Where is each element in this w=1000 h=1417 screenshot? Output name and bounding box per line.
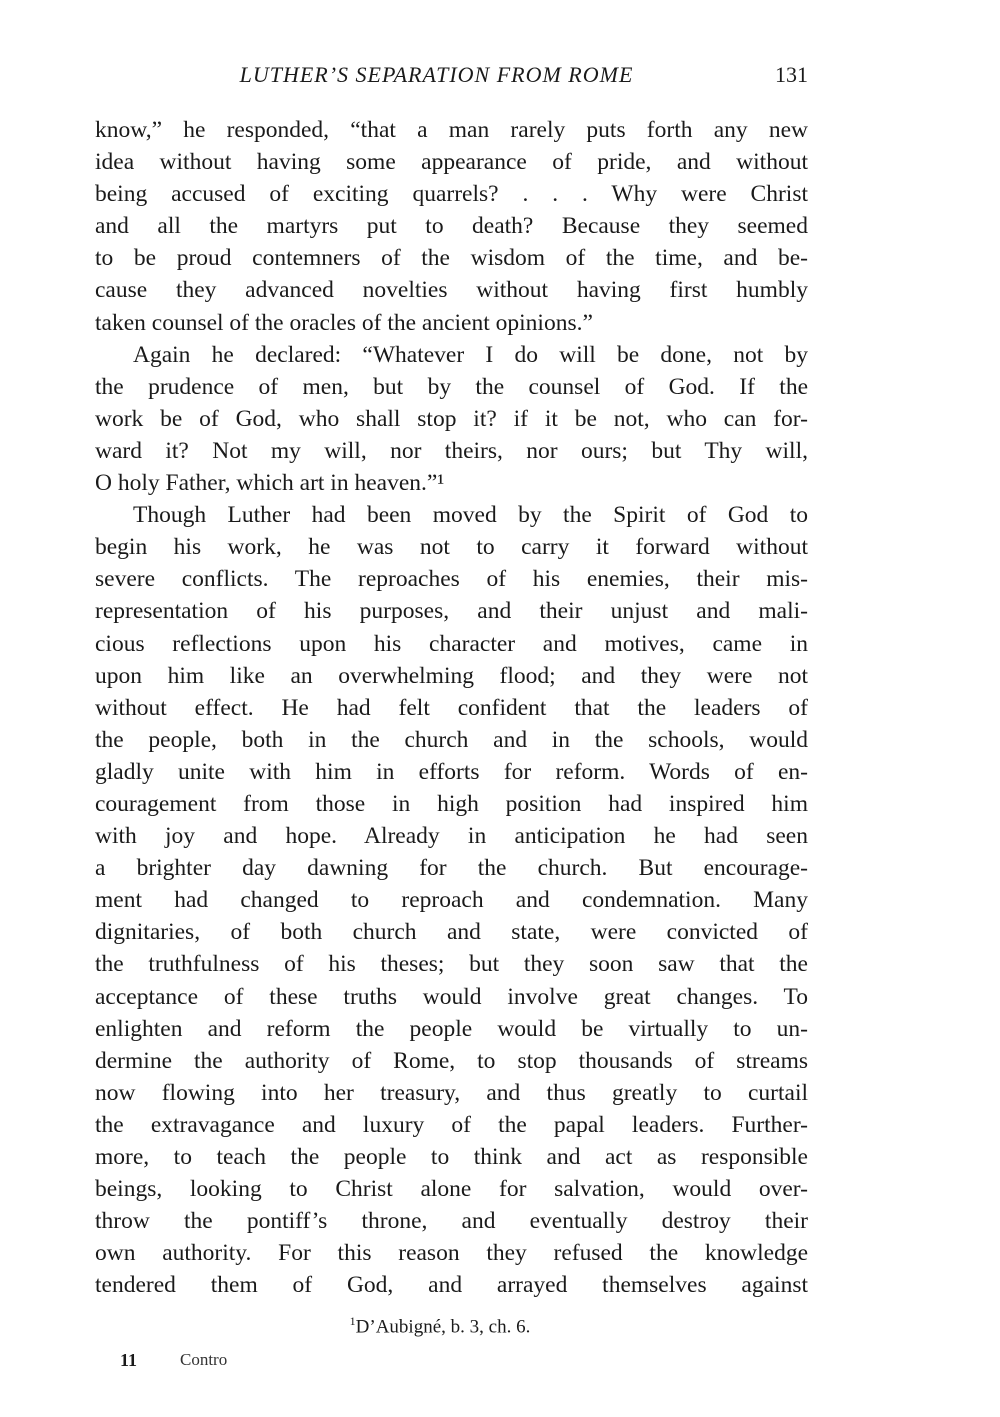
running-title: LUTHER’S SEPARATION FROM ROME [239,62,634,87]
footnote [0,1314,880,1338]
paragraph [95,114,808,339]
text-line: know,” he responded, “that a man rarely puts forth any new [95,117,808,143]
text-line: upon him like an overwhelming flood; and they were not [95,662,808,689]
text-line: a brighter day dawning for the church. But encourage- [95,855,808,882]
text-line: severe conflicts. The reproaches of his enemies, their mis- [95,566,808,593]
text-line: idea without having some appearance of pride, and without [95,149,808,176]
text-line: beings, looking to Christ alone for salvation, would over- [95,1176,808,1203]
text-line: cause they advanced novelties without having first humbly [95,277,808,304]
footnote-text: D’Aubigné, b. 3, ch. 6. [355,1316,531,1338]
text-line: couragement from those in high position had inspired him [95,790,808,817]
paragraph [95,339,808,499]
text-line: representation of his purposes, and their unjust and mali- [95,598,808,625]
paragraph [95,499,808,1301]
page-number: 131 [775,62,808,87]
footnote-marker: 1 [349,1314,356,1328]
text-line: dignitaries, of both church and state, were convicted of [95,919,808,946]
text-line: to be proud contemners of the wisdom of the time, and be- [95,245,808,272]
text-line: acceptance of these truths would involve great changes. To [95,983,808,1010]
text-line: ment had changed to reproach and condemnation. Many [95,887,808,914]
text-line: begin his work, he was not to carry it forward without [95,534,808,561]
text-line: Though Luther had been moved by the Spirit of God to [133,502,808,529]
text-line: being accused of exciting quarrels? . . . Why were Christ [95,181,808,208]
text-line: the truthfulness of his theses; but they soon saw that the [95,951,808,978]
text-line: the people, both in the church and in the schools, would [95,726,808,753]
text-line: enlighten and reform the people would be virtually to un- [95,1015,808,1042]
text-line: dermine the authority of Rome, to stop thousands of streams [95,1047,808,1074]
printer-signature [120,1350,228,1371]
text-line: throw the pontiff’s throne, and eventually destroy their [95,1208,808,1235]
text-line: Again he declared: “Whatever I do will be done, not by [133,341,808,368]
text-line: gladly unite with him in efforts for reform. Words of en- [95,758,808,785]
text-line: with joy and hope. Already in anticipation he had seen [95,823,808,850]
running-header [95,58,808,92]
signature-word: Contro [180,1350,228,1369]
body-text [95,114,808,1301]
text-line: ward it? Not my will, nor theirs, nor ours; but Thy will, [95,437,808,464]
text-line: without effect. He had felt confident that the leaders of [95,694,808,721]
text-line: tendered them of God, and arrayed themselves against [95,1272,808,1299]
text-line: cious reflections upon his character and motives, came in [95,630,808,657]
text-line: and all the martyrs put to death? Because they seemed [95,213,808,240]
text-line: taken counsel of the oracles of the ancient opinions.” [95,309,593,336]
text-line: the prudence of men, but by the counsel of God. If the [95,373,808,400]
text-line: more, to teach the people to think and act as responsible [95,1144,808,1170]
signature-number: 11 [120,1350,138,1370]
text-line: the extravagance and luxury of the papal leaders. Further- [95,1111,808,1138]
text-line: work be of God, who shall stop it? if it be not, who can for- [95,405,808,432]
text-line: now flowing into her treasury, and thus greatly to curtail [95,1079,808,1106]
text-line: own authority. For this reason they refused the knowledge [95,1240,808,1267]
text-line: O holy Father, which art in heaven.”¹ [95,470,445,497]
